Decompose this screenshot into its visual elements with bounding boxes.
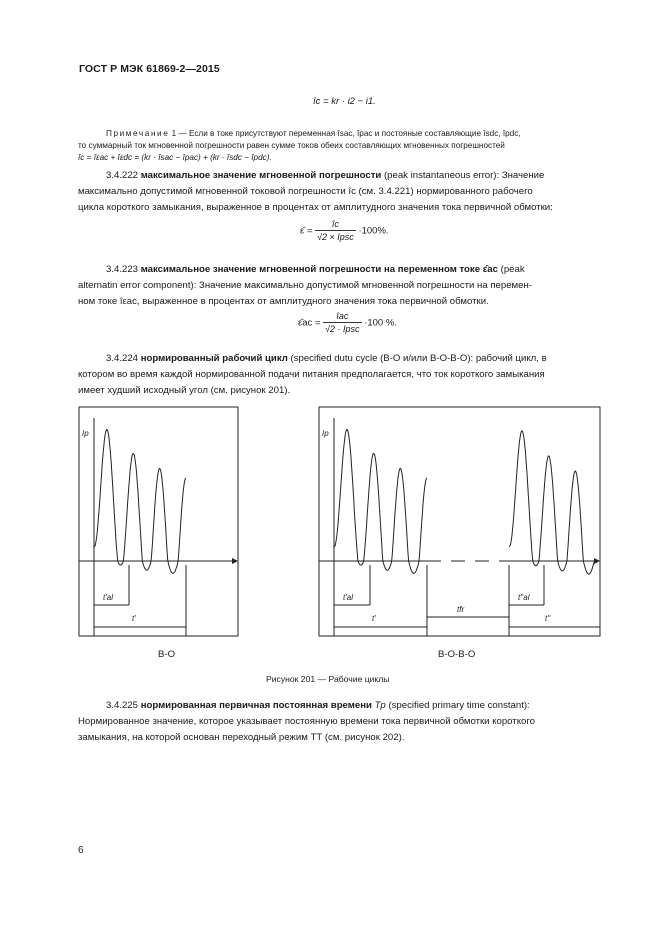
right-label-t2: t'' <box>545 614 551 623</box>
formula-lhs: ε̂ = <box>300 225 313 237</box>
section-number: 3.4.225 <box>106 700 139 711</box>
right-current-waveform-2 <box>509 431 594 574</box>
right-label-t1: t' <box>372 614 376 623</box>
section-3-4-225 <box>78 698 615 746</box>
right-frame <box>319 407 600 636</box>
left-x-arrow <box>232 558 238 564</box>
section-text: замыкания, на которой основан переходный режим ТТ (см. рисунок 202). <box>78 732 405 743</box>
section-text: alternatin error component): Значение максимально допустимой мгновенной погрешности на перемен- <box>78 280 532 291</box>
note-line2: то суммарный ток мгновенной погрешности равен сумме токов обеих составляющих мгновенных погрешностей <box>78 141 505 150</box>
section-number: 3.4.224 <box>106 353 139 364</box>
left-label-tal: t'al <box>103 593 113 602</box>
right-figure-label: В-О-В-О <box>438 649 476 660</box>
section-text: Нормированное значение, которое указывает постоянную времени тока первичной обмотки короткого <box>78 716 535 727</box>
section-text: (specified primary time constant): <box>388 700 530 711</box>
section-term: максимальное значение мгновенной погрешности <box>140 170 382 181</box>
right-current-waveform-1 <box>334 430 427 574</box>
section-term: максимальное значение мгновенной погрешности на переменном токе <box>140 264 481 275</box>
formula-denominator: √2 × Ipsc <box>317 232 354 242</box>
section-text: максимально допустимой мгновенной токовой погрешности îc (см. 3.4.221) нормированного рабочего <box>78 186 533 197</box>
document-header: ГОСТ Р МЭК 61869-2—2015 <box>79 63 220 75</box>
right-label-tal2: t''al <box>518 593 530 602</box>
section-symbol: ε̂ac <box>482 264 498 275</box>
formula-rhs: ·100 %. <box>364 317 397 329</box>
formula-lhs: ε̂ac = <box>298 317 321 329</box>
section-number: 3.4.223 <box>106 264 139 275</box>
equation-instantaneous-error: îc = kr · i2 − i1. <box>313 96 376 107</box>
section-number: 3.4.222 <box>106 170 139 181</box>
formula-rhs: ·100%. <box>358 225 389 237</box>
duty-cycle-right-panel <box>319 407 600 636</box>
section-text: цикла короткого замыкания, выраженное в процентах от амплитудного значения тока первичной обмотки: <box>78 202 553 213</box>
left-axis-label: Ip <box>82 429 89 438</box>
section-text: котором во время каждой нормированной подачи питания предполагается, что ток короткого замыкания <box>78 369 545 380</box>
section-text: имеет худший исходный угол (см. рисунок 201). <box>78 385 291 396</box>
formula-numerator: îc <box>315 218 356 231</box>
section-term: нормированная первичная постоянная времени <box>140 700 372 711</box>
left-current-waveform <box>94 430 186 574</box>
section-text: (peak <box>500 264 525 275</box>
section-term: нормированный рабочий цикл <box>140 353 288 364</box>
section-symbol: Tp <box>374 700 386 711</box>
formula-denominator: √2 · Ipsc <box>325 324 360 334</box>
left-figure-label: В-О <box>158 649 176 660</box>
right-x-arrow <box>594 558 600 564</box>
section-text: (peak instantaneous error): Значение <box>383 170 545 181</box>
formula-numerator: îac <box>323 310 361 323</box>
section-text: (specified dutu cycle (В-О и/или В-О-В-О): рабочий цикл, в <box>290 353 547 364</box>
note-label: Примечание <box>106 129 170 138</box>
note-line1: 1 — Если в токе присутствуют переменная îsac, îpac и постояные составляющие îsdc, îpdc, <box>171 129 521 138</box>
right-label-tal1: t'al <box>343 593 353 602</box>
right-label-tfr: tfr <box>457 605 465 614</box>
right-axis-label: Ip <box>322 429 329 438</box>
left-label-t: t' <box>132 614 136 623</box>
section-text: ном токе îεac, выраженное в процентах от амплитудного значения тока первичной обмотки. <box>78 296 489 307</box>
note-line3: îc = îεac + îεdc = (kr · îsac − îpac) + (kr · îsdc − îpdc). <box>78 153 272 162</box>
page-number: 6 <box>78 845 84 856</box>
figure-caption: Рисунок 201 — Рабочие циклы <box>266 674 390 684</box>
